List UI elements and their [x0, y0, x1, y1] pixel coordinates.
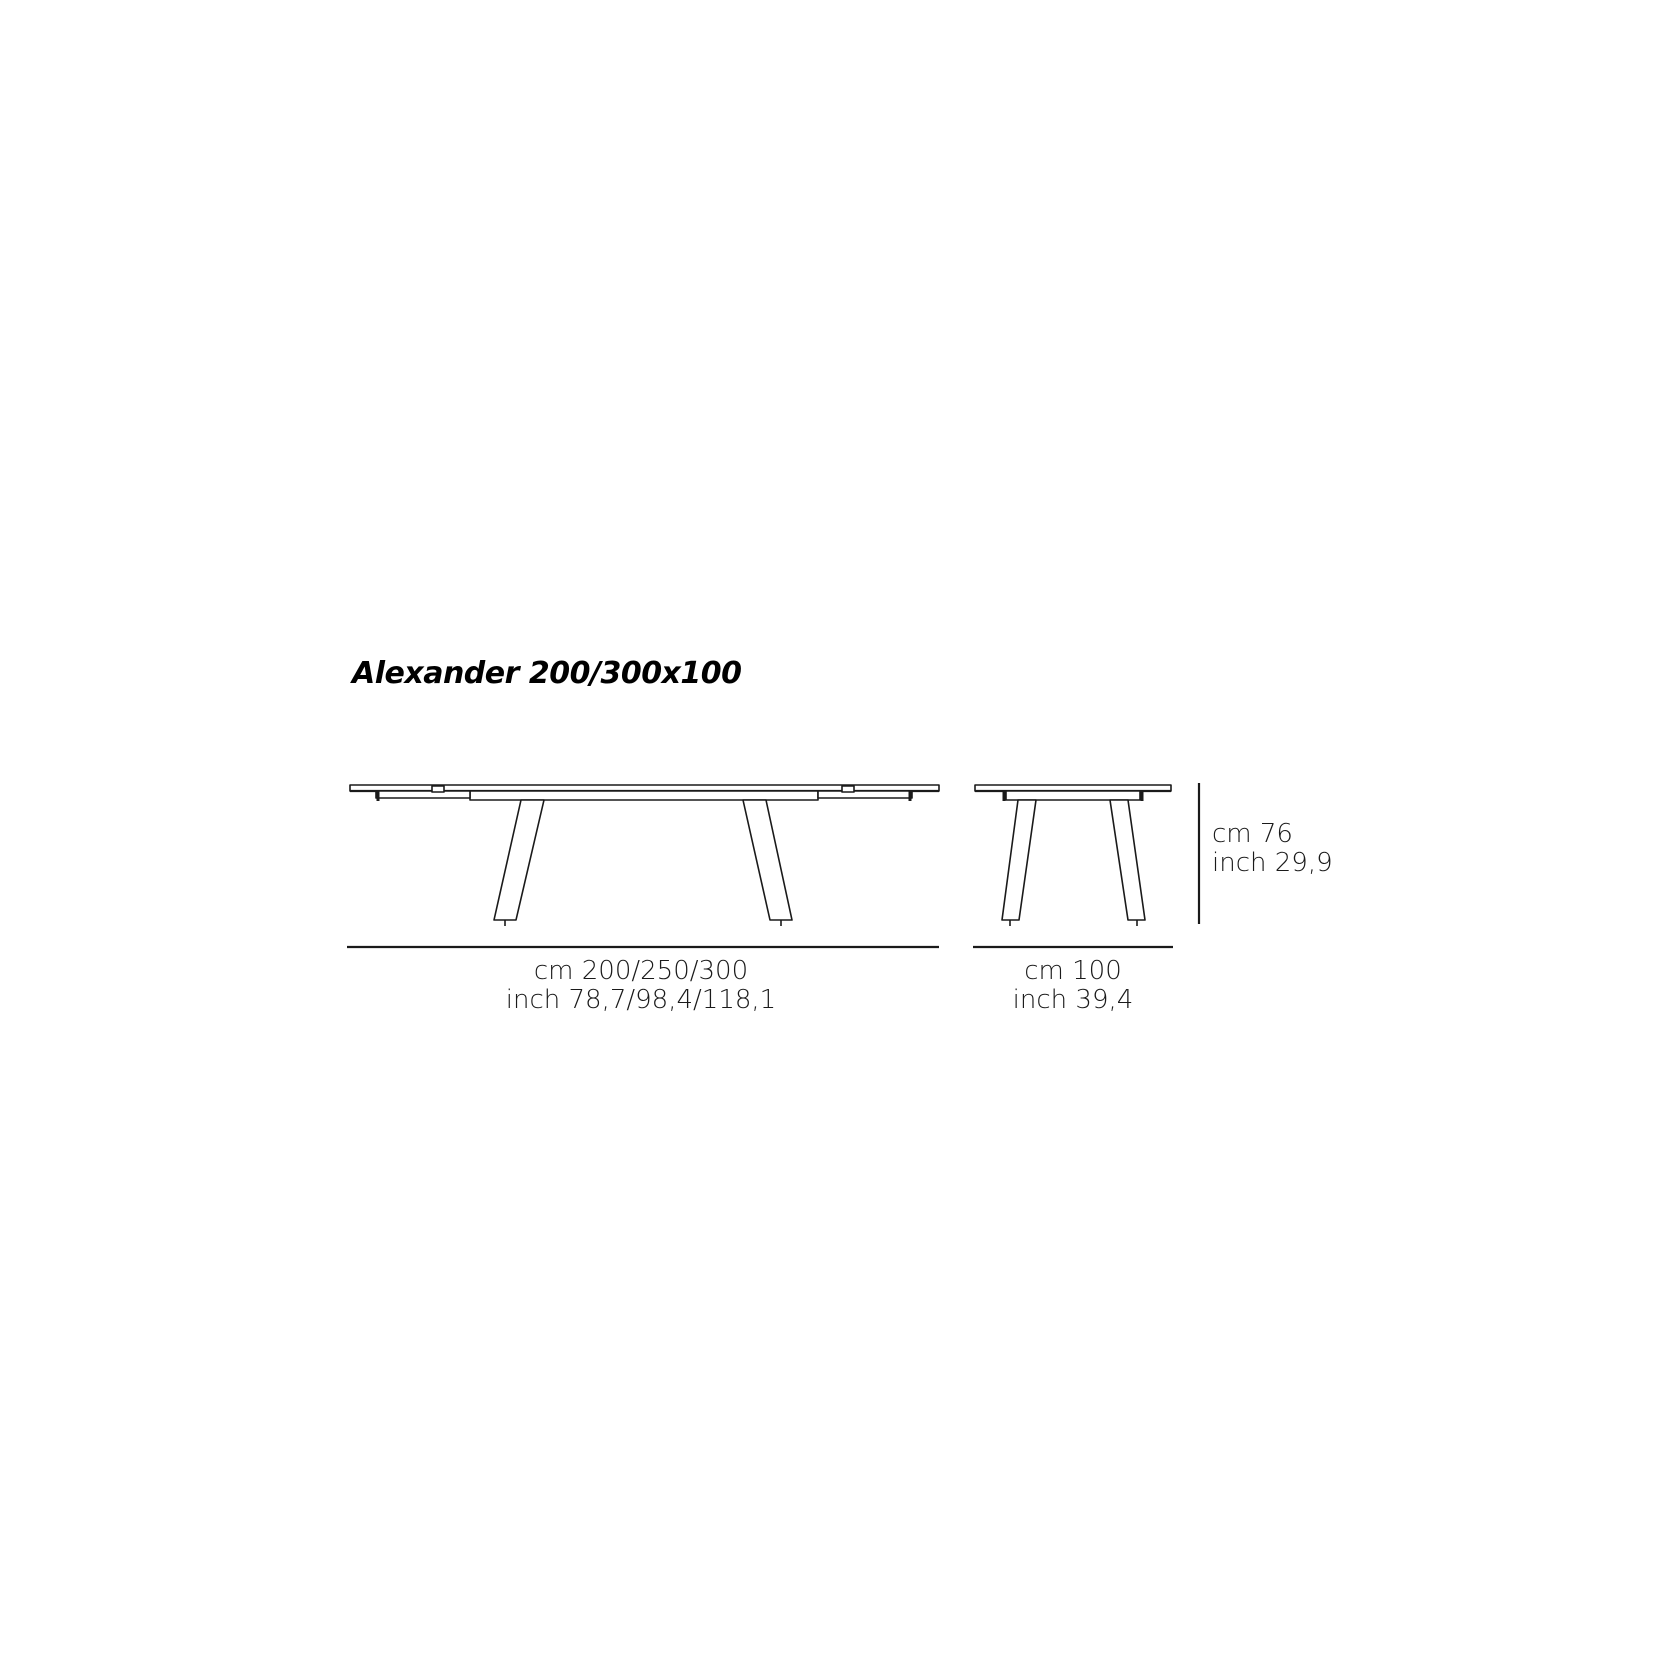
height-cm: cm 76 — [1212, 819, 1293, 849]
front-extension-right — [818, 791, 912, 798]
front-extension-left-bracket — [432, 786, 444, 792]
length-cm: cm 200/250/300 — [533, 956, 749, 986]
product-title: Alexander 200/300x100 — [352, 656, 742, 691]
front-apron — [470, 791, 818, 800]
front-leg-left — [494, 800, 544, 920]
width-label — [973, 957, 1173, 1015]
side-view — [973, 785, 1173, 947]
front-view — [347, 785, 939, 947]
side-leg-left — [1002, 800, 1036, 920]
front-extension-right-bracket — [842, 786, 854, 792]
front-extension-left — [376, 791, 470, 798]
height-label — [1212, 820, 1333, 878]
side-apron — [1006, 791, 1140, 800]
length-inch: inch 78,7/98,4/118,1 — [505, 985, 777, 1015]
front-leg-right — [743, 800, 792, 920]
side-leg-right — [1110, 800, 1145, 920]
length-label — [491, 957, 791, 1015]
height-inch: inch 29,9 — [1212, 848, 1333, 878]
width-inch: inch 39,4 — [1012, 985, 1134, 1015]
width-cm: cm 100 — [1024, 956, 1122, 986]
